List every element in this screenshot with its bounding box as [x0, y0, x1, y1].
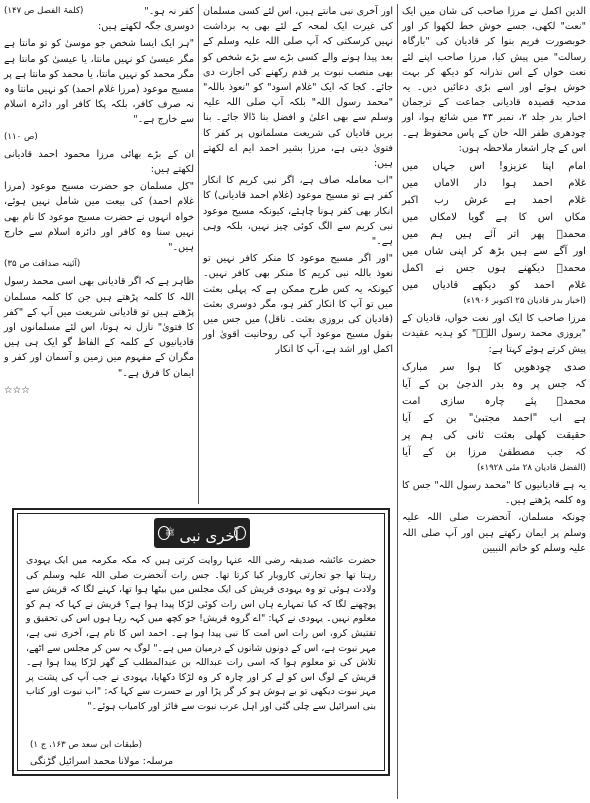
citation: (اخبار بدر قادیان ۲۵ اکتوبر ۱۹۰۶ء) — [463, 296, 586, 307]
box-body — [26, 554, 376, 715]
poem-line: محمدؐ دیکھنے ہوں جس نے اکمل — [402, 263, 586, 275]
article-box — [12, 508, 390, 776]
quote: "ہر ایک ایسا شخص جو موسیٰ کو تو مانتا ہے مگر عیسیٰ کو نہیں مانتا، یا عیسیٰ کو مانتا ہے مگر محمد کو نہیں مانتا، یا محمد کو مانتا ہے پر مسیح موعود (مرزا غلام احمد) کو نہیں مانتا وہ نہ صرف کافر، بلکہ پکا کافر اور دائرہ اسلام سے خارج ہے۔" — [4, 38, 194, 126]
salutation-tag: ﷺ — [165, 528, 175, 537]
text-line: کفر نہ ہو۔" — [144, 6, 194, 17]
paragraph: ان کے بڑے بھائی مرزا محمود احمد قادیانی لکھتے ہیں: — [4, 148, 194, 176]
box-sender: مرسلہ: مولانا محمد اسرائیل گڑنگی — [30, 756, 174, 767]
quote: "اب معاملہ صاف ہے، اگر نبی کریم کا انکار کفر ہے تو مسیح موعود (غلام احمد قادیانی) کا انکار بھی کفر ہونا چاہئے، کیونکہ مسیح موعود نبی کریم سے الگ کوئی چیز نہیں، بلکہ وہی ہے۔" — [203, 175, 393, 248]
poem-line: صدی چودھویں کا ہوا سر مبارک — [402, 361, 586, 373]
column-left — [4, 4, 194, 400]
quote: "اور اگر مسیح موعود کا منکر کافر نہیں تو نعوذ باللہ نبی کریم کا منکر بھی کافر نہیں۔ کیونکہ یہ کس طرح ممکن ہے کہ پہلی بعثت میں تو آپ کا انکار کفر ہو، مگر دوسری بعثت (قادیان کی بروزی بعثت۔ ناقل) میں جس میں بقول مسیح موعود آپ کی روحانیت اقویٰ اور اکمل اور اشد ہے، آپ کا انکار — [203, 253, 393, 356]
poem-line: کہ جب مصطفیٰ مرزا بن کے آیا — [402, 446, 586, 458]
poem-line: محمدؐ پھر اتر آئے ہیں ہم میں — [402, 229, 586, 241]
paragraph: دوسری جگہ لکھتے ہیں: — [98, 21, 194, 33]
citation: (آئینہ صداقت ص ۳۵) — [4, 259, 81, 270]
poem-line: امام اپنا عزیزو! اس جہاں میں — [402, 161, 586, 173]
box-title — [154, 518, 250, 548]
ornament-icon — [234, 526, 246, 540]
box-title-text: آخری نبی — [179, 527, 239, 545]
paragraph: چونکہ مسلمان، آنحضرت صلی اللہ علیہ وسلم پر ایمان رکھتے ہیں اور آپ صلی اللہ علیہ وسلم کو خاتم النبیین — [402, 512, 586, 554]
paragraph: یہ ہے قادیانیوں کا "محمد رسول اللہ" جس کا وہ کلمہ پڑھتے ہیں۔ — [402, 480, 586, 507]
poem-line: اور آگے سے ہیں بڑھ کر اپنی شاں میں — [402, 246, 586, 258]
paragraph: الدین اکمل نے مرزا صاحب کی شان میں ایک "نعت" لکھی، جسے خوش خط لکھوا کر اور خوبصورت فریم بنوا کر قادیان کی "بارگاہ رسالت" میں پیش کیا، مرزا صاحب اپنے لئے نعت خواں کے اس نذرانہ کو دیکھ کر بہت خوش ہوئے اور اسے بڑی دعائیں دیں۔ یہ مدحیہ قصیدہ قادیانی جماعت کے ترجمان اخبار بدر جلد ۲، نمبر ۴۳ میں شائع ہوا، اور چودھری ظفر اللہ خان کے پاس محفوظ ہے۔ اس کے چار اشعار ملاحظہ ہوں: — [402, 6, 587, 154]
column-divider — [397, 4, 398, 799]
poem-line: غلام احمد ہوا دار الاماں میں — [402, 178, 586, 190]
column-middle — [203, 4, 393, 360]
box-paragraph: حضرت عائشہ صدیقہ رضی اللہ عنہا روایت کرتی ہیں کہ مکہ مکرمہ میں ایک یہودی رہتا تھا جو تجارتی کاروبار کیا کرتا تھا۔ جس رات آنحضرت صلی اللہ علیہ وسلم کی ولادت ہوئی تو وہ یہودی قریش کی ایک مجلس میں بیٹھا ہوا تھا، کہنے لگا کہ قریش سے پوچھنے لگا کہ کیا تمہارے ہاں اس رات کوئی لڑکا پیدا ہوا ہے؟ قریش نے کہا کہ ہم کو معلوم نہیں۔ یہودی نے کہا: "اے گروہ قریش! جو کچھ میں کہہ رہا ہوں اس کی تحقیق و تفتیش کرو، اس رات اس امت کا نبی پیدا ہوا ہے۔ احمد اس کا نام ہے، آخری نبی ہے، مہر نبوت ہے، اس کے دونوں شانوں کے درمیان میں ہے۔" لوگ یہ سن کر مجلس سے اٹھے، تلاش کی تو معلوم ہوا کہ اسی رات عبداللہ بن عبدالمطلب کے گھر لڑکا پیدا ہوا ہے۔ قریش کے لوگ اس کو لے کر اور چارہ کر وہ لڑکا دکھایا، یہودی نے جب آپ کی پشت پر مہر نبوت دیکھی تو بے ہوش ہو کر گر پڑا اور بے حسرت سے کہا کہ: "اب نبوت اور کتاب بنی اسرائیل سے چلی گئی اور اہل عرب نبوت سے فائز اور کامیاب ہوئے۔" — [26, 555, 376, 712]
header-line — [4, 4, 194, 19]
section-end-stars: ☆☆☆ — [4, 384, 30, 396]
poem-line: حقیقت کھلی بعثت ثانی کی ہم پر — [402, 429, 586, 441]
paragraph: اور آخری نبی مانتے ہیں، اس لئے کسی مسلمان کی غیرت ایک لمحہ کے لئے بھی یہ برداشت نہیں کرسکتی کہ آپ صلی اللہ علیہ وسلم کے بعد پیدا ہونے والے کسی بڑے سے بڑے شخص کو بھی منصب نبوت پر قدم رکھنے کی اجازت دی جائے۔ کجا کہ ایک "غلام اسود" کو "نعوذ باللہ" "محمد رسول اللہ" بلکہ آپ صلی اللہ علیہ وسلم سے بھی اعلیٰ و افضل بنا ڈالا جائے۔ بنا بریں قادیان کی شریعت مسلمانوں پر کفر کا فتویٰ دیتی ہے، مرزا بشیر احمد ایم اے لکھتے ہیں: — [203, 6, 393, 170]
poem-line: ہے اب "احمد مجتبیٰ" بن کے آیا — [402, 412, 586, 424]
citation: (الفضل قادیان ۲۸ مئی ۱۹۲۸ء) — [477, 462, 586, 473]
poem-line: غلام احمد کو دیکھے قادیاں میں — [402, 280, 586, 292]
column-right — [402, 4, 586, 558]
citation: (کلمۃ الفصل ص ۱۴۷) — [4, 6, 84, 16]
ornament-icon — [158, 526, 170, 540]
citation: (ص ۱۱۰) — [4, 131, 38, 142]
paragraph: مرزا صاحب کا ایک اور نعت خواں، قادیان کے "بروزی محمد رسول اللہؐ" کو ہدیہ عقیدت پیش کرتے ہوئے کہتا ہے: — [402, 313, 586, 355]
column-divider — [198, 4, 199, 504]
poem-line: مکاں اس کا ہے گویا لامکاں میں — [402, 212, 586, 224]
poem-line: غلام احمد ہے عرش رب اکبر — [402, 195, 586, 207]
box-citation: (طبقات ابن سعد ص ۱۶۳، ج ۱) — [30, 740, 142, 750]
quote: "کل مسلمان جو حضرت مسیح موعود (مرزا غلام احمد) کی بیعت میں شامل نہیں ہوئے، خواہ انہوں نے حضرت مسیح موعود کا نام بھی نہیں سنا وہ کافر اور دائرہ اسلام سے خارج ہیں۔" — [4, 181, 194, 254]
poem-line: کہ جس پر وہ بدر الدجیٰ بن کے آیا — [402, 378, 586, 390]
poem-2 — [402, 359, 586, 461]
poem-line: محمدؐ پئے چارہ سازی امت — [402, 395, 586, 407]
poem-1 — [402, 158, 586, 294]
paragraph: ظاہر ہے کہ اگر قادیانی بھی اسی محمد رسول اللہ کا کلمہ پڑھتے ہیں جن کا کلمہ مسلمان پڑھتے ہیں تو قادیانی شریعت میں آپ کے "کفر کا فتویٰ" نازل نہ ہوتا، اس لئے مسلمانوں اور قادیانیوں کے کلمہ کے الفاظ گو ایک ہی ہیں مگران کے مفہوم میں زمین و آسمان اور کفر و ایمان کا فرق ہے۔" — [4, 276, 194, 379]
